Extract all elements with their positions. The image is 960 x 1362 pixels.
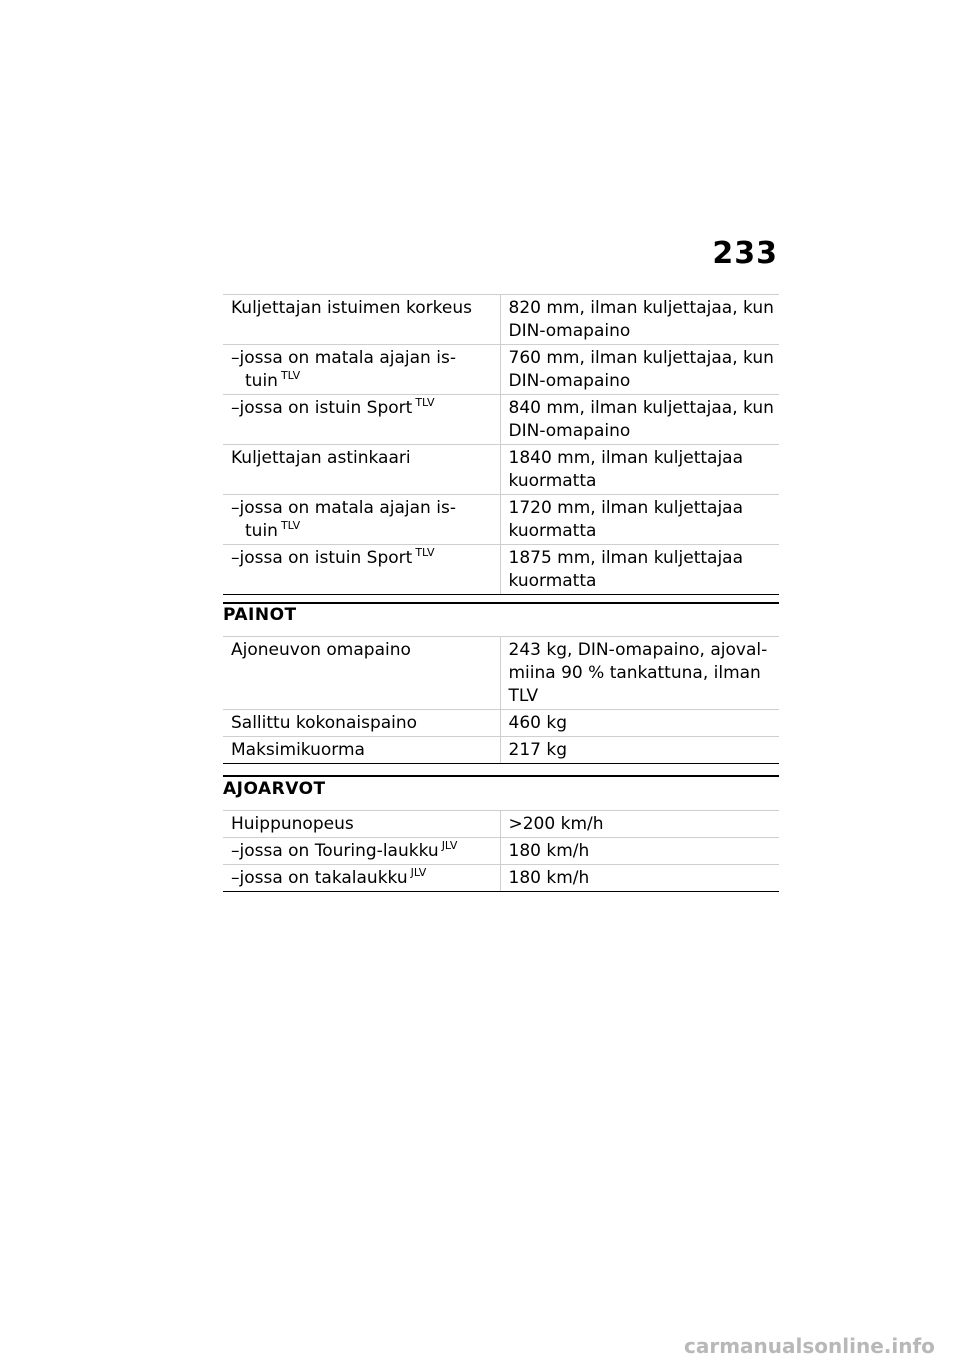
row-value: 820 mm, ilman kuljettajaa, kun DIN-omapaino xyxy=(500,295,779,345)
performance-table xyxy=(223,810,779,892)
row-label: Kuljettajan istuimen korkeus xyxy=(223,295,500,345)
table-row xyxy=(223,295,779,345)
table-row xyxy=(223,637,779,710)
table-row xyxy=(223,838,779,865)
row-value: 217 kg xyxy=(500,737,779,764)
row-value: 180 km/h xyxy=(500,865,779,892)
table-row xyxy=(223,737,779,764)
table-row xyxy=(223,445,779,495)
section-heading-ajoarvot: AJOARVOT xyxy=(223,779,326,799)
footnote-mark: TLV xyxy=(415,546,435,559)
section-heading-painot: PAINOT xyxy=(223,605,297,625)
row-value: >200 km/h xyxy=(500,811,779,838)
row-value: 1720 mm, ilman kuljettajaa kuormatta xyxy=(500,495,779,545)
row-label: –jossa on Touring-laukku $^{JLV}$ xyxy=(223,838,500,865)
row-label: –jossa on istuin Sport $^{TLV}$ xyxy=(223,395,500,445)
seat-height-table xyxy=(223,294,779,595)
section-divider xyxy=(223,602,779,604)
row-label: –jossa on istuin Sport $^{TLV}$ xyxy=(223,545,500,595)
row-value: 243 kg, DIN-omapaino, ajovalmiina 90 % tankattuna, ilman TLV xyxy=(500,637,779,710)
row-value: 460 kg xyxy=(500,710,779,737)
page-number: 233 xyxy=(712,236,778,271)
watermark-logo: carmanualsonline.info xyxy=(684,1334,935,1358)
row-label: Huippunopeus xyxy=(223,811,500,838)
row-value: 760 mm, ilman kuljettajaa, kun DIN-omapaino xyxy=(500,345,779,395)
row-value: 180 km/h xyxy=(500,838,779,865)
row-value: 840 mm, ilman kuljettajaa, kun DIN-omapaino xyxy=(500,395,779,445)
table-row xyxy=(223,545,779,595)
weights-table xyxy=(223,636,779,764)
footnote-mark: TLV xyxy=(415,396,435,409)
row-label: Ajoneuvon omapaino xyxy=(223,637,500,710)
table-row xyxy=(223,865,779,892)
row-label: Maksimikuorma xyxy=(223,737,500,764)
section-divider xyxy=(223,775,779,777)
row-value: 1840 mm, ilman kuljettajaa kuormatta xyxy=(500,445,779,495)
row-label: Kuljettajan astinkaari xyxy=(223,445,500,495)
table-row xyxy=(223,710,779,737)
table-row xyxy=(223,345,779,395)
row-label: –jossa on matala ajajan istuin $^{TLV}$ xyxy=(223,345,500,395)
footnote-mark: JLV xyxy=(410,866,427,879)
footnote-mark: TLV xyxy=(280,519,301,532)
row-label: Sallittu kokonaispaino xyxy=(223,710,500,737)
row-value: 1875 mm, ilman kuljettajaa kuormatta xyxy=(500,545,779,595)
table-row xyxy=(223,811,779,838)
footnote-mark: TLV xyxy=(280,369,301,382)
row-label: –jossa on matala ajajan istuin $^{TLV}$ xyxy=(223,495,500,545)
table-row xyxy=(223,495,779,545)
table-row xyxy=(223,395,779,445)
row-label: –jossa on takalaukku $^{JLV}$ xyxy=(223,865,500,892)
footnote-mark: JLV xyxy=(441,839,458,852)
